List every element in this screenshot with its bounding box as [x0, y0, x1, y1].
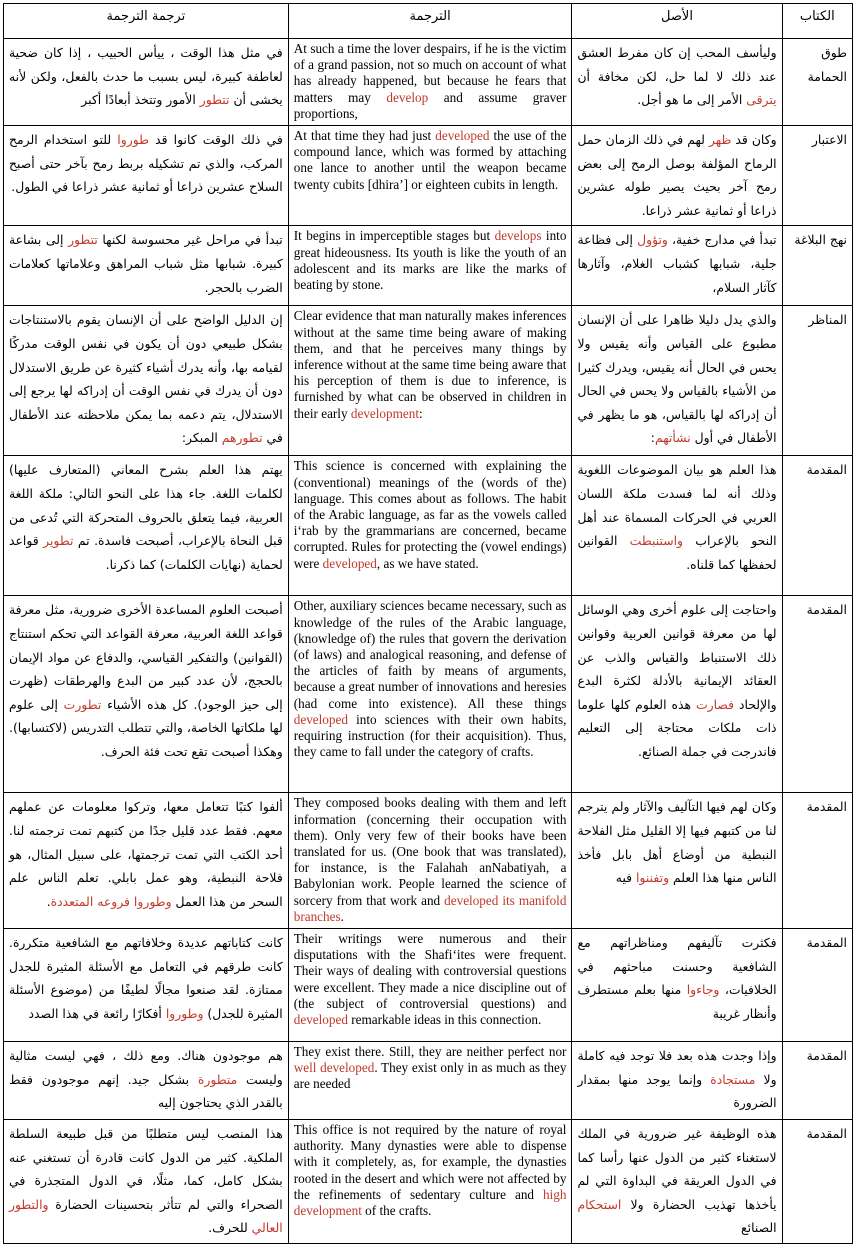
text-segment: وليأسف المحب إن كان مفرط العشق عند ذلك لا لما حل، لكن مخافة أن — [577, 45, 777, 84]
text-segment: the use of the compound lance, which was formed by attaching one lance to another until the weapon became twenty cubits [dhira’] or eighteen cubits in length. — [293, 128, 567, 192]
book-cell: نهج البلاغة — [782, 226, 852, 306]
text-segment: هذه الوظيفة غير ضرورية في الملك لاستغناء كثير من الدول عنها رأسا كما في الدول العريقة في البداوة التي لم يأخذها تهذيب الحضارة ولا — [577, 1126, 777, 1212]
text-segment: إلى علوم لها ملكاتها الخاصة، والتي تتطلب التدريس (لاكتسابها). وهكذا أصبحت تقع تحت فئة الحرف. — [9, 696, 283, 759]
header-original: الأصل — [572, 4, 782, 39]
highlighted-term: تتطور — [68, 232, 98, 248]
highlighted-term: نشأتهم — [654, 430, 691, 446]
book-cell: المقدمة — [782, 929, 852, 1042]
table-row — [4, 126, 853, 226]
arabic-translation-cell — [4, 306, 289, 456]
table-row — [4, 929, 853, 1042]
book-cell: المقدمة — [782, 1120, 852, 1244]
original-cell — [572, 793, 782, 929]
arabic-translation-cell — [4, 596, 289, 793]
translation-cell — [288, 39, 572, 126]
text-segment: At such a time the lover despairs, if he is the victim of a grand passion, not so much on account of what has already happened, but because he fears that matters may — [293, 41, 567, 105]
highlighted-term: high development — [293, 1186, 567, 1219]
arabic-translation-cell — [4, 1042, 289, 1120]
highlighted-term: developed — [435, 128, 490, 144]
arabic-translation-cell — [4, 456, 289, 596]
text-segment: بشكل جيد. إنهم موجودون فقط بالقدر الذي يحتاجون إليه — [9, 1071, 283, 1111]
text-segment: وكان لهم فيها التآليف والآثار ولم يترجم لنا من كتبهم فيها إلا القليل مثل الفلاحة النبطية من أوضاع أهل بابل فأخذ الناس منها هذا العلم — [577, 799, 777, 886]
text-segment: , as we have stated. — [376, 555, 479, 571]
text-segment: . — [46, 893, 51, 909]
text-segment: واحتاجت إلى علوم أخرى وهي الوسائل لها من معرفة قوانين العربية وقوانين ذلك الاستنباط والقياس والذب عن العقائد الإيمانية بالأدلة لكثرة البدع والإلحاد — [577, 602, 777, 712]
text-segment: قواعد لحماية (نهايات الكلمات) كما ذكرنا. — [9, 533, 283, 572]
original-cell — [572, 1120, 782, 1244]
book-cell: المناظر — [782, 306, 852, 456]
text-segment: والذي يدل دليلا ظاهرا على أن الإنسان مطبوع على القياس وأنه يقيس ولا يحس في الحال أنه يقيس، ويدرك كثيرا من الأشياء بالقياس ولا يحس في الحال أن إدراكه لها بالقياس، هو ما يظهر في الأطفال في أول — [577, 312, 777, 446]
table-row — [4, 456, 853, 596]
translation-cell — [288, 1042, 572, 1120]
text-segment: Their writings were numerous and their disputations with the Shafi‘ites were frequent. Their ways of dealing with controversial questions were excellent. They made a nice discipline out of (the subject of controversial questions) and — [293, 931, 567, 1011]
original-cell — [572, 306, 782, 456]
translation-cell — [288, 456, 572, 596]
highlighted-term: ظهر — [708, 132, 732, 148]
text-segment: إلى فظاعة جلية، شبابها كشباب الغلام، وآثارها كآثار السلام، — [577, 232, 777, 295]
text-segment: أفكارًا رائعة في هذا الصدد — [28, 1005, 166, 1021]
text-segment: into sciences with their own habits, requiring instruction (for their acquisition). Thus, they came to fall under the category of crafts. — [293, 711, 567, 760]
text-segment: They composed books dealing with them and left information (concerning their occupation with them). Only very few of their books have been translated for us. (One book that was translated), for instance, is the Falahah anNabatiyah, a Babylonian work. People learned the science of sorcery from that work and — [293, 795, 567, 908]
text-segment: وإذا وجدت هذه بعد فلا توجد فيه كاملة ولا — [577, 1048, 777, 1087]
original-cell — [572, 126, 782, 226]
header-translation: الترجمة — [288, 4, 572, 39]
highlighted-term: وتفننوا — [636, 870, 670, 886]
text-segment: This office is not required by the nature of royal authority. Many dynasties were able to dispense with it completely, as, for example, the dynasties rooted in the desert and which were not affected by the refinements of sedentary culture and — [293, 1122, 567, 1202]
table-row — [4, 306, 853, 456]
highlighted-term: well developed — [293, 1060, 375, 1076]
text-segment: تبدأ في مراحل غير محسوسة لكنها — [97, 232, 283, 248]
text-segment: في مثل هذا الوقت ، ييأس الحبيب ، إذا كان ضحية لعاطفة كبيرة، ليس بسبب ما حدث بالفعل، ولكن لأنه يخشى أن — [9, 45, 283, 108]
arabic-translation-cell — [4, 39, 289, 126]
book-cell: المقدمة — [782, 1042, 852, 1120]
text-segment: . — [340, 908, 344, 924]
book-cell: طوق الحمامة — [782, 39, 852, 126]
highlighted-term: فصارت — [695, 696, 735, 712]
highlighted-term: واستنبطت — [629, 533, 684, 549]
text-segment: Clear evidence that man naturally makes inferences without at the same time being aware of making them, and that he perceives many things by inference without at the same time being aware that his perception of them is due to inference, is furnished by what can be observed in children in their early — [293, 308, 567, 421]
text-segment: . They exist only in as much as they are needed — [293, 1060, 567, 1092]
text-segment: Other, auxiliary sciences became necessary, such as knowledge of the rules of the Arabic language, (knowledge of) the rules that govern the derivation (of laws) and analogical reasoning, and defense of the articles of faith by means of arguments, because a great number of innovations and heresies (had come into existence). All these things — [293, 598, 567, 711]
text-segment: منها بعلم مستطرف وأنظار غريبة — [577, 982, 777, 1021]
highlighted-term: تطورت — [63, 696, 102, 712]
highlighted-term: يترقى — [746, 92, 777, 108]
text-segment: فكثرت تآليفهم ومناظراتهم مع الشافعية وحسنت مباحثهم في الخلافيات، — [577, 935, 777, 998]
highlighted-term: developed — [293, 711, 348, 727]
text-segment: وكان قد — [731, 132, 777, 148]
highlighted-term: وطوروا فروعه المتعددة — [50, 893, 172, 909]
comparison-table — [3, 3, 853, 1244]
table-row — [4, 39, 853, 126]
arabic-translation-cell — [4, 126, 289, 226]
text-segment: : — [419, 405, 423, 421]
original-cell — [572, 596, 782, 793]
text-segment: إلى بشاعة كبيرة. شبابها مثل شباب المراهق وعلاماتها كعلامات الضرب بالحجر. — [9, 232, 283, 295]
text-segment: أصبحت العلوم المساعدة الأخرى ضرورية، مثل معرفة قواعد اللغة العربية، معرفة القواعد التي تحكم استنتاج (القوانين) والتفكير القياسي، والدفاع عن مواد الإيمان بالحجج، لأن عدد كبير من البدع والهرطقات (ظهرت إلى حيز الوجود). كل هذه الأشياء — [9, 602, 283, 712]
translation-cell — [288, 596, 572, 793]
original-cell — [572, 226, 782, 306]
text-segment: فيه — [615, 870, 637, 886]
text-segment: وإنما يوجد منها بمقدار الضرورة — [577, 1071, 777, 1111]
highlighted-term: استحكام — [577, 1196, 622, 1212]
translation-cell — [288, 929, 572, 1042]
text-segment: الصنائع — [741, 1220, 777, 1236]
original-cell — [572, 456, 782, 596]
highlighted-term: تتطور — [199, 92, 230, 108]
header-book: الكتاب — [782, 4, 852, 39]
text-segment: ألفوا كتبًا تتعامل معها، وتركوا معلومات عن عملهم معهم. فقط عدد قليل جدًا من كتبهم تمت ترجمته لنا. أحد الكتب التي تمت ترجمتها، على سبيل المثال، هو فلاحة النبطية، وهو عمل بابلي. تعلم الناس علم السحر من هذا العمل — [9, 799, 283, 909]
text-segment: للحرف. — [208, 1220, 252, 1236]
translation-cell — [288, 306, 572, 456]
text-segment: في ذلك الوقت كانوا قد — [148, 132, 283, 148]
arabic-translation-cell — [4, 929, 289, 1042]
original-cell — [572, 929, 782, 1042]
header-arabic-translation: ترجمة الترجمة — [4, 4, 289, 39]
text-segment: They exist there. Still, they are neither perfect nor — [293, 1044, 567, 1060]
highlighted-term: developed — [322, 555, 377, 571]
text-segment: كانت كتاباتهم عديدة وخلافاتهم مع الشافعية متكررة. كانت طرقهم في التعامل مع الأسئلة المثيرة للجدل ممتازة. لقد صنعوا مجالًا لطيفًا من (موضوع الأسئلة المثيرة للجدل) — [9, 935, 283, 1021]
text-segment: إن الدليل الواضح على أن الإنسان يقوم بالاستنتاجات بشكل طبيعي دون أن يكون في نفس الوقت مدركًا لقيامه بها، وأنه يدرك أشياء كثيرة عن طريق الاستدلال دون أن يدرك في نفس الوقت أن إدراكه لها يرجع إلى الاستدلال، يتم دعمه بما يمكن ملاحظته عند الأطفال في — [9, 312, 283, 446]
arabic-translation-cell — [4, 793, 289, 929]
translation-cell — [288, 793, 572, 929]
text-segment: للتو استخدام الرمح المركب، والذي تم تشكيله بربط رمح بآخر حتى أصبح السلاح عشرين ذراعا أو ثمانية عشر ذراعا في الطول. — [9, 132, 283, 195]
highlighted-term: وتؤول — [637, 232, 668, 248]
original-cell — [572, 1042, 782, 1120]
highlighted-term: developed its manifold branches — [293, 892, 567, 924]
text-segment: At that time they had just — [293, 128, 436, 144]
highlighted-term: تطورهم — [221, 430, 263, 446]
text-segment: تبدأ في مدارج خفية، — [667, 232, 777, 248]
text-segment: الأمور وتتخذ أبعادًا أكبر — [81, 92, 200, 108]
text-segment: هذا العلم هو بيان الموضوعات اللغوية وذلك أنه لما فسدت ملكة اللسان العربي في الحركات المسماة عند أهل النحو بالإعراب — [577, 462, 777, 549]
highlighted-term: متطورة — [197, 1071, 238, 1087]
text-segment: remarkable ideas in this connection. — [347, 1012, 542, 1028]
table-row — [4, 226, 853, 306]
highlighted-term: مستجادة — [710, 1071, 756, 1087]
highlighted-term: development — [350, 405, 419, 421]
text-segment: : — [650, 430, 655, 446]
text-segment: يهتم هذا العلم بشرح المعاني (المتعارف عليها) لكلمات اللغة. جاء هذا على النحو التالي: ملكة اللغة العربية، فيما يتعلق بالحروف المتحركة التي تُدعى من قبل النحاة بالإعراب، أصبحت فاسدة. تم — [9, 462, 283, 549]
text-segment: and assume graver proportions, — [293, 89, 567, 121]
text-segment: هذه العلوم كلها علوما ذات ملكات محتاجة إلى التعليم فاندرجت في جملة الصنائع. — [577, 696, 777, 759]
text-segment: of the crafts. — [361, 1203, 432, 1219]
highlighted-term: وجاءوا — [686, 982, 720, 998]
arabic-translation-cell — [4, 226, 289, 306]
text-segment: This science is concerned with explaining the (conventional) meanings of the (words of the) language. This comes about as follows. The habit of the Arabic language, as far as the vowels called i‘rab by the grammarians are concerned, became corrupted. Rules for protecting the (vowel endings) were — [293, 458, 567, 571]
translation-cell — [288, 226, 572, 306]
table-row — [4, 596, 853, 793]
translation-cell — [288, 126, 572, 226]
text-segment: الأمر إلى ما هو أجل. — [637, 92, 747, 108]
header-row — [4, 4, 853, 39]
highlighted-term: developed — [293, 1012, 348, 1028]
highlighted-term: develops — [494, 228, 542, 244]
text-segment: It begins in imperceptible stages but — [293, 228, 495, 244]
text-segment: المبكر: — [181, 430, 222, 446]
text-segment: القوانين لحفظها كما قلناه. — [577, 533, 777, 572]
table-row — [4, 1042, 853, 1120]
book-cell: المقدمة — [782, 793, 852, 929]
book-cell: الاعتبار — [782, 126, 852, 226]
translation-cell — [288, 1120, 572, 1244]
table-row — [4, 793, 853, 929]
highlighted-term: وطوروا — [165, 1005, 204, 1021]
highlighted-term: طوروا — [117, 132, 149, 148]
highlighted-term: develop — [386, 89, 429, 105]
table-row — [4, 1120, 853, 1244]
text-segment: into great hideousness. Its youth is like the youth of an adolescent and its marks are like the marks of beating by stone. — [293, 228, 567, 292]
text-segment: هم موجودون هناك. ومع ذلك ، فهي ليست مثالية وليست — [9, 1048, 283, 1087]
highlighted-term: تطوير — [43, 533, 74, 549]
original-cell — [572, 39, 782, 126]
text-segment: هذا المنصب ليس متطلبًا من قبل طبيعة السلطة الملكية. كثير من الدول كانت قادرة أن تستغني عنه بشكل كامل، كما، مثلًا، في الدول المتجذرة في الصحراء والتي لم تتأثر بتحسينات الحضارة — [9, 1126, 283, 1212]
highlighted-term: والتطور العالي — [9, 1196, 283, 1236]
arabic-translation-cell — [4, 1120, 289, 1244]
book-cell: المقدمة — [782, 596, 852, 793]
text-segment: لهم في ذلك الزمان حمل الرماح المؤلفة بوصل الرمح إلى بعض رمح آخر بحيث يصير طوله عشرين ذراعا أو ثمانية عشر ذراعا. — [577, 132, 777, 218]
book-cell: المقدمة — [782, 456, 852, 596]
